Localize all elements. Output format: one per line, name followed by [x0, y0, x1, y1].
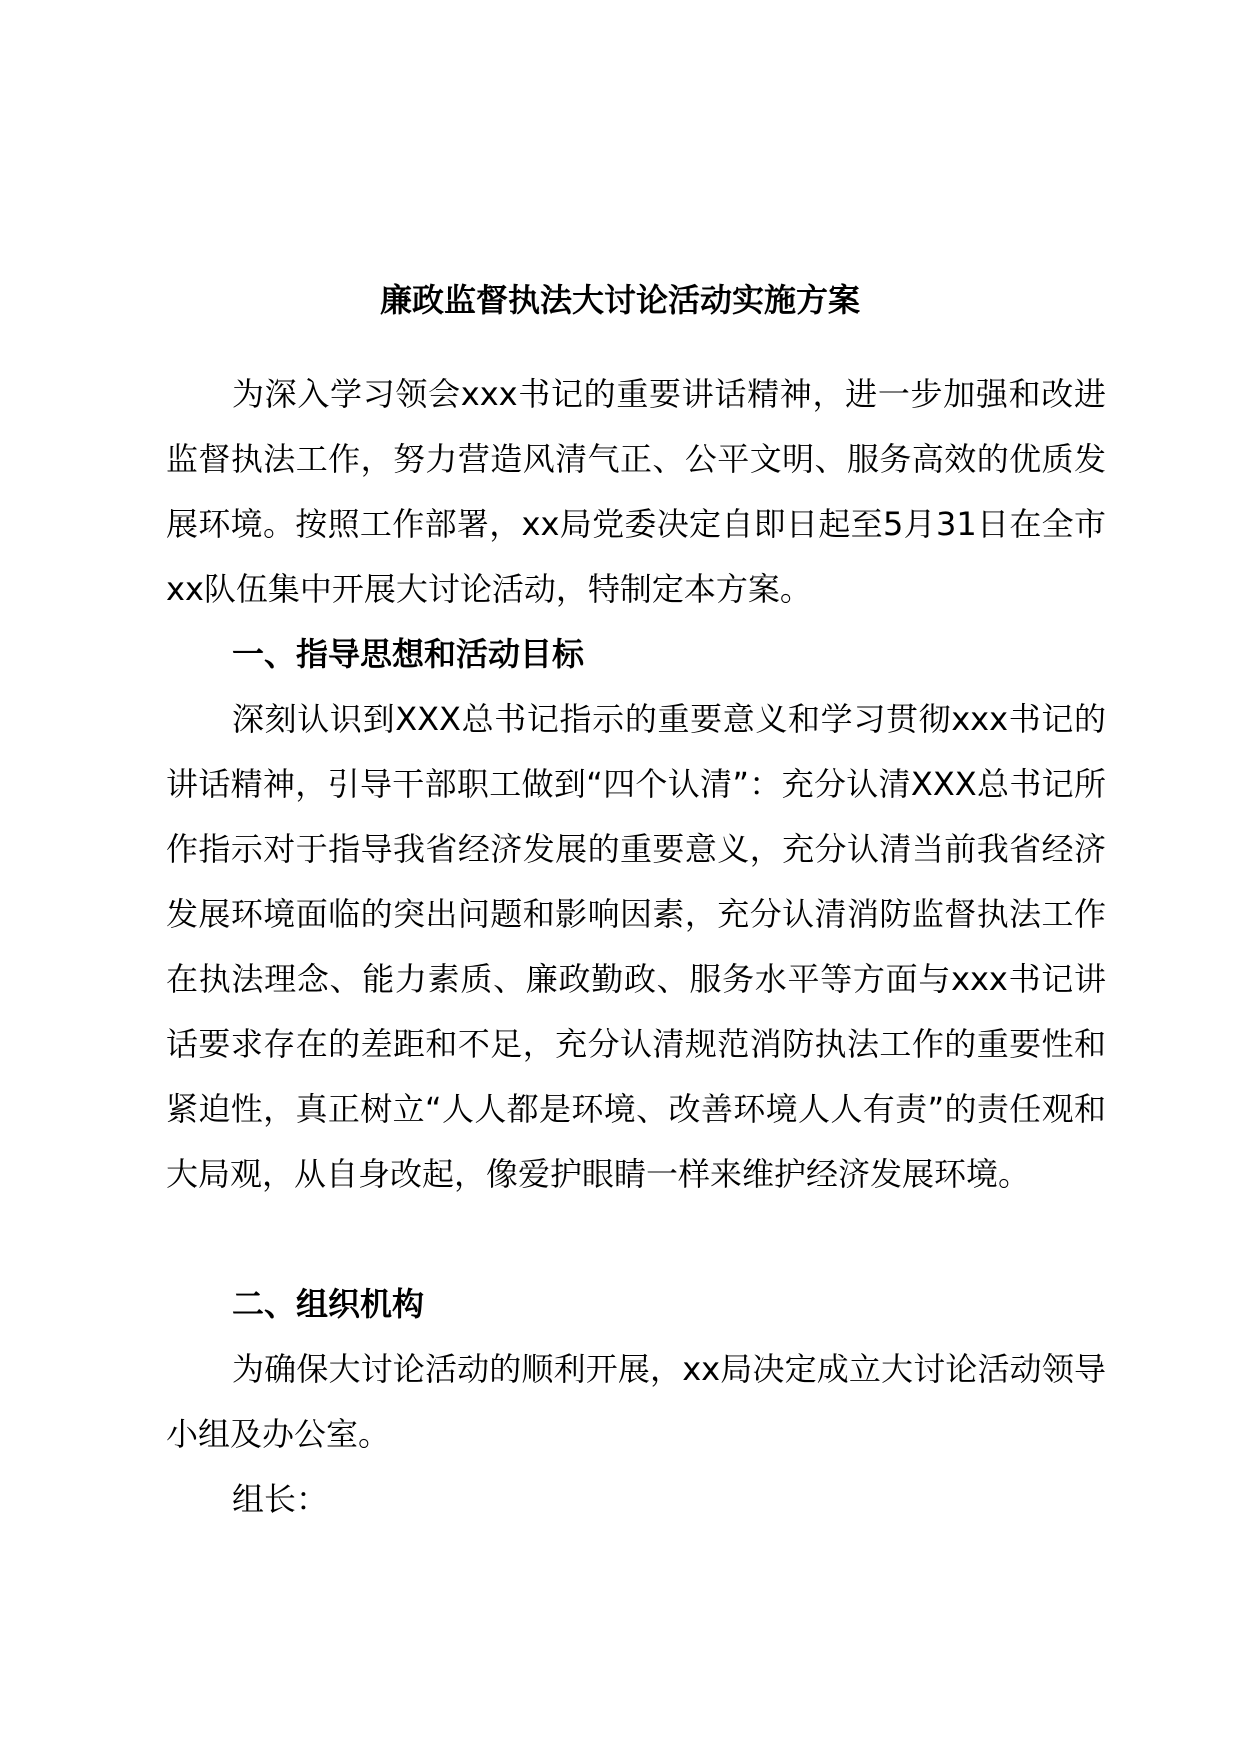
guiding-ideology-paragraph: 深刻认识到XXX总书记指示的重要意义和学习贯彻xxx书记的讲话精神，引导干部职工做到“四个认清”：充分认清XXX总书记所作指示对于指导我省经济发展的重要意义，充分认清当前我省经济发展环境面临的突出问题和影响因素，充分认清消防监督执法工作在执法理念、能力素质、廉政勤政、服务水平等方面与xxx书记讲话要求存在的差距和不足，充分认清规范消防执法工作的重要性和紧迫性，真正树立“人人都是环境、改善环境人人有责”的责任观和大局观，从自身改起，像爱护眼睛一样来维护经济发展环境。 [166, 700, 1106, 1193]
organization-paragraph: 为确保大讨论活动的顺利开展，xx局决定成立大讨论活动领导小组及办公室。 [166, 1350, 1106, 1453]
group-leader-line: 组长： [232, 1480, 329, 1518]
section-heading-organization: 二、组织机构 [232, 1285, 425, 1323]
intro-paragraph: 为深入学习领会xxx书记的重要讲话精神，进一步加强和改进监督执法工作，努力营造风清气正、公平文明、服务高效的优质发展环境。按照工作部署，xx局党委决定自即日起至5月31日在全市xx队伍集中开展大讨论活动，特制定本方案。 [166, 375, 1106, 608]
document-title: 廉政监督执法大讨论活动实施方案 [379, 281, 860, 319]
section-heading-guiding-ideology: 一、指导思想和活动目标 [232, 635, 585, 673]
